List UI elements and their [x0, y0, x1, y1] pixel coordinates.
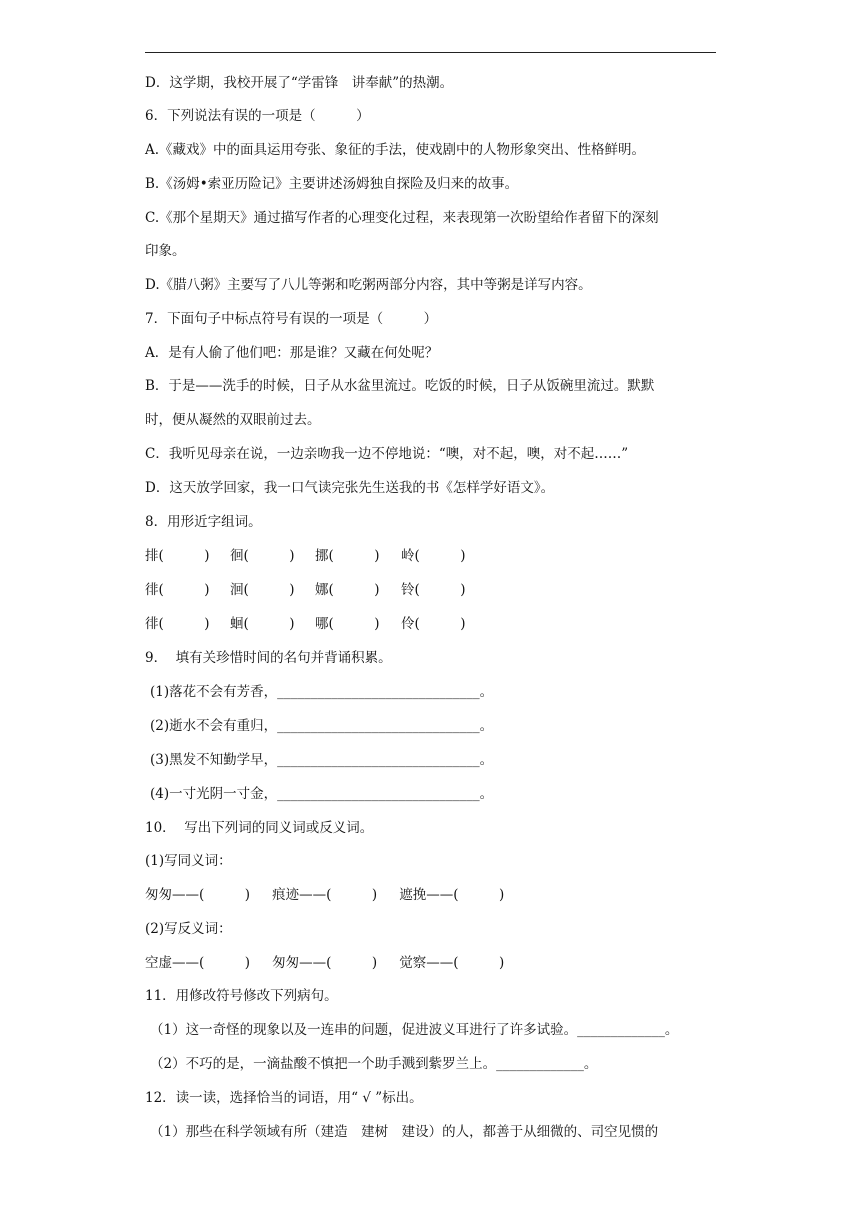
- q8-cell: 铃( ): [401, 582, 466, 598]
- q6-option-c-line1: C.《那个星期天》通过描写作者的心理变化过程，来表现第一次盼望给作者留下的深刻: [145, 210, 659, 226]
- q8-cell: 洄( ): [230, 582, 295, 598]
- q11-item-2: （2）不巧的是，一滴盐酸不慎把一个助手溅到紫罗兰上。_____________。: [150, 1056, 598, 1072]
- q10-stem: 10． 写出下列词的同义词或反义词。: [145, 820, 374, 836]
- q10-part-1: (1)写同义词：: [145, 853, 232, 869]
- q10-part-1-words: 匆匆——( ) 痕迹——( ) 遮挽——( ): [145, 887, 505, 903]
- q9-item-1: (1)落花不会有芳香，______________________________。: [150, 684, 494, 700]
- q7-stem: 7．下面句子中标点符号有误的一项是（ ）: [145, 311, 438, 327]
- q8-cell: 挪( ): [315, 548, 380, 564]
- q9-stem: 9． 填有关珍惜时间的名句并背诵积累。: [145, 650, 392, 666]
- q8-cell: 伶( ): [401, 616, 466, 632]
- q6-option-d: D.《腊八粥》主要写了八儿等粥和吃粥两部分内容，其中等粥是详写内容。: [145, 277, 592, 293]
- q11-item-1: （1）这一奇怪的现象以及一连串的问题，促进波义耳进行了许多试验。_____________。: [150, 1022, 679, 1038]
- q9-item-3: (3)黑发不知勤学早，______________________________。: [150, 752, 494, 768]
- q8-cell: 岭( ): [401, 548, 466, 564]
- q8-cell: 娜( ): [315, 582, 380, 598]
- header-rule: [145, 52, 716, 53]
- q6-option-c-line2: 印象。: [145, 243, 186, 259]
- q7-option-a: A．是有人偷了他们吧：那是谁？又藏在何处呢？: [145, 345, 439, 361]
- q8-cell: 徘( ): [145, 582, 210, 598]
- q11-stem: 11．用修改符号修改下列病句。: [145, 988, 338, 1004]
- q6-option-b: B.《汤姆•索亚历险记》主要讲述汤姆独自探险及归来的故事。: [145, 176, 519, 192]
- q8-cell: 哪( ): [315, 616, 380, 632]
- q7-option-c: C．我听见母亲在说，一边亲吻我一边不停地说：“噢，对不起，噢，对不起……”: [145, 446, 629, 462]
- q8-stem: 8．用形近字组词。: [145, 514, 262, 530]
- q5-option-d: D．这学期，我校开展了“学雷锋 讲奉献”的热潮。: [145, 75, 454, 91]
- q6-option-a: A.《藏戏》中的面具运用夸张、象征的手法，使戏剧中的人物形象突出、性格鲜明。: [145, 142, 646, 158]
- q10-part-2-words: 空虚——( ) 匆匆——( ) 觉察——( ): [145, 955, 505, 971]
- q9-item-4: (4)一寸光阴一寸金，______________________________。: [150, 786, 494, 802]
- q12-stem: 12．读一读，选择恰当的词语，用“ √ ”标出。: [145, 1090, 423, 1106]
- q7-option-b-line2: 时，便从凝然的双眼前过去。: [145, 412, 321, 428]
- q12-item-1: （1）那些在科学领域有所（建造 建树 建设）的人，都善于从细微的、司空见惯的: [150, 1124, 659, 1140]
- q9-item-2: (2)逝水不会有重归，______________________________。: [150, 718, 494, 734]
- q6-stem: 6．下列说法有误的一项是（ ）: [145, 108, 370, 124]
- q7-option-d: D．这天放学回家，我一口气读完张先生送我的书《怎样学好语文》。: [145, 480, 555, 496]
- q10-part-2: (2)写反义词：: [145, 921, 232, 937]
- q8-cell: 徘( ): [145, 616, 210, 632]
- q8-cell: 排( ): [145, 548, 210, 564]
- q7-option-b-line1: B．于是——洗手的时候，日子从水盆里流过。吃饭的时候，日子从饭碗里流过。默默: [145, 378, 655, 394]
- q8-cell: 蛔( ): [230, 616, 295, 632]
- q8-cell: 徊( ): [230, 548, 295, 564]
